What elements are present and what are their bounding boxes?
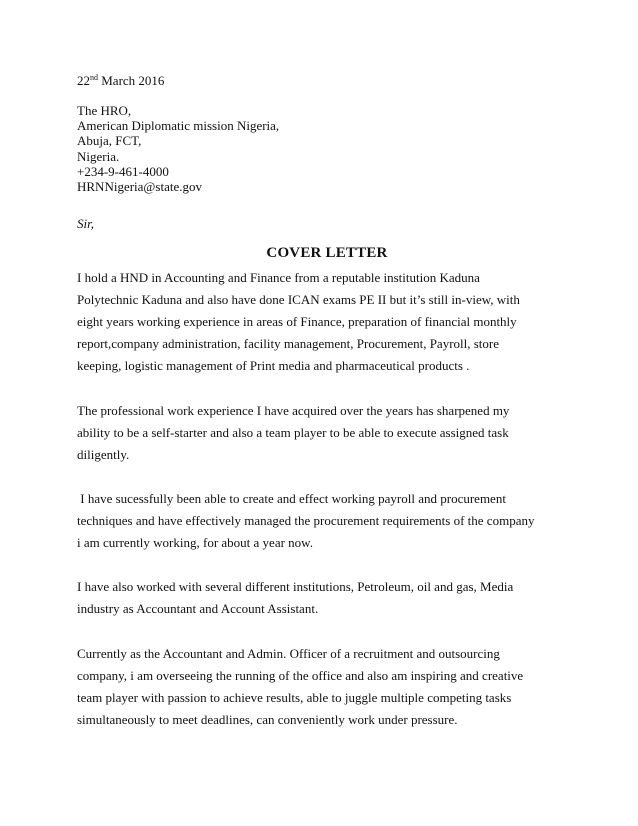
- recipient-address: [77, 103, 279, 194]
- paragraph-line: keeping, logistic management of Print media and pharmaceutical products .: [77, 358, 470, 374]
- date-day: 22: [77, 73, 90, 88]
- paragraph-line: ability to be a self-starter and also a team player to be able to execute assigned task: [77, 424, 509, 440]
- paragraph-experience: [77, 400, 567, 466]
- paragraph-line: report,company administration, facility management, Procurement, Payroll, store: [77, 336, 500, 352]
- paragraph-qualifications: [77, 267, 567, 377]
- paragraph-line: I hold a HND in Accounting and Finance from a reputable institution Kaduna: [77, 270, 480, 285]
- paragraph-line: team player with passion to achieve results, able to juggle multiple competing tasks: [77, 689, 512, 705]
- paragraph-line: company, i am overseeing the running of the office and also am inspiring and creative: [77, 667, 524, 683]
- address-line-email: HRNNigeria@state.gov: [77, 179, 202, 195]
- paragraph-spacer: [77, 554, 567, 576]
- paragraph-institutions: [77, 576, 567, 620]
- paragraph-line: techniques and have effectively managed the procurement requirements of the company: [77, 513, 535, 529]
- paragraph-spacer: [77, 466, 567, 488]
- paragraph-payroll: [77, 488, 567, 554]
- paragraph-line: The professional work experience I have acquired over the years has sharpened my: [77, 402, 510, 418]
- address-line-city: Abuja, FCT,: [77, 133, 142, 149]
- paragraph-line: Polytechnic Kaduna and also have done ICAN exams PE II but it’s still in-view, with: [77, 292, 520, 308]
- salutation: Sir,: [77, 216, 94, 231]
- paragraph-line: industry as Accountant and Account Assistant.: [77, 601, 319, 617]
- paragraph-line: i am currently working, for about a year now.: [77, 535, 313, 551]
- address-line-organization: American Diplomatic mission Nigeria,: [77, 118, 280, 134]
- paragraph-line: I have also worked with several different institutions, Petroleum, oil and gas, Media: [77, 579, 514, 595]
- paragraph-spacer: [77, 621, 567, 643]
- paragraph-line: diligently.: [77, 446, 130, 462]
- date-month-year: March 2016: [98, 73, 165, 88]
- address-line-phone: +234-9-461-4000: [77, 163, 169, 179]
- letter-body: [77, 267, 567, 731]
- date-ordinal-suffix: nd: [90, 73, 98, 82]
- paragraph-line: I have sucessfully been able to create and effect working payroll and procurement: [77, 490, 506, 506]
- letter-heading: COVER LETTER: [266, 245, 388, 261]
- paragraph-line: Currently as the Accountant and Admin. Officer of a recruitment and outsourcing: [77, 645, 500, 661]
- paragraph-spacer: [77, 377, 567, 399]
- address-line-country: Nigeria.: [77, 148, 120, 164]
- address-line-recipient: The HRO,: [77, 103, 132, 118]
- paragraph-line: simultaneously to meet deadlines, can conveniently work under pressure.: [77, 711, 458, 727]
- paragraph-current-role: [77, 643, 567, 731]
- paragraph-line: eight years working experience in areas of Finance, preparation of financial monthly: [77, 314, 517, 330]
- letter-date: [77, 73, 164, 89]
